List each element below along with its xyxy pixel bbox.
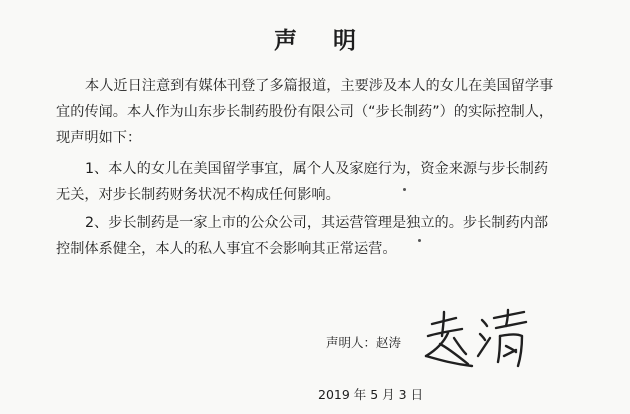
scan-speck <box>403 188 406 191</box>
document-date: 2019 年 5 月 3 日 <box>318 387 424 402</box>
paragraph-line-5: 无关，对步长制药财务状况不构成任何影响。 <box>56 187 340 203</box>
document-title: 声 明 <box>273 28 370 54</box>
paragraph-line-1: 本人近日注意到有媒体刊登了多篇报道，主要涉及本人的女儿在美国留学事 <box>85 78 554 94</box>
paragraph-line-7: 控制体系健全，本人的私人事宜不会影响其正常运营。 <box>56 241 397 257</box>
scan-speck <box>418 239 421 242</box>
handwritten-signature <box>418 306 536 372</box>
paragraph-line-4: 1、本人的女儿在美国留学事宜，属个人及家庭行为，资金来源与步长制药 <box>85 161 549 177</box>
declarant-line: 声明人：赵涛 <box>326 335 402 350</box>
paragraph-line-6: 2、步长制药是一家上市的公众公司，其运营管理是独立的。步长制药内部 <box>85 215 549 231</box>
paragraph-line-3: 现声明如下： <box>56 130 142 146</box>
paragraph-line-2: 宜的传闻。本人作为山东步长制药股份有限公司（“步长制药”）的实际控制人， <box>56 104 554 120</box>
